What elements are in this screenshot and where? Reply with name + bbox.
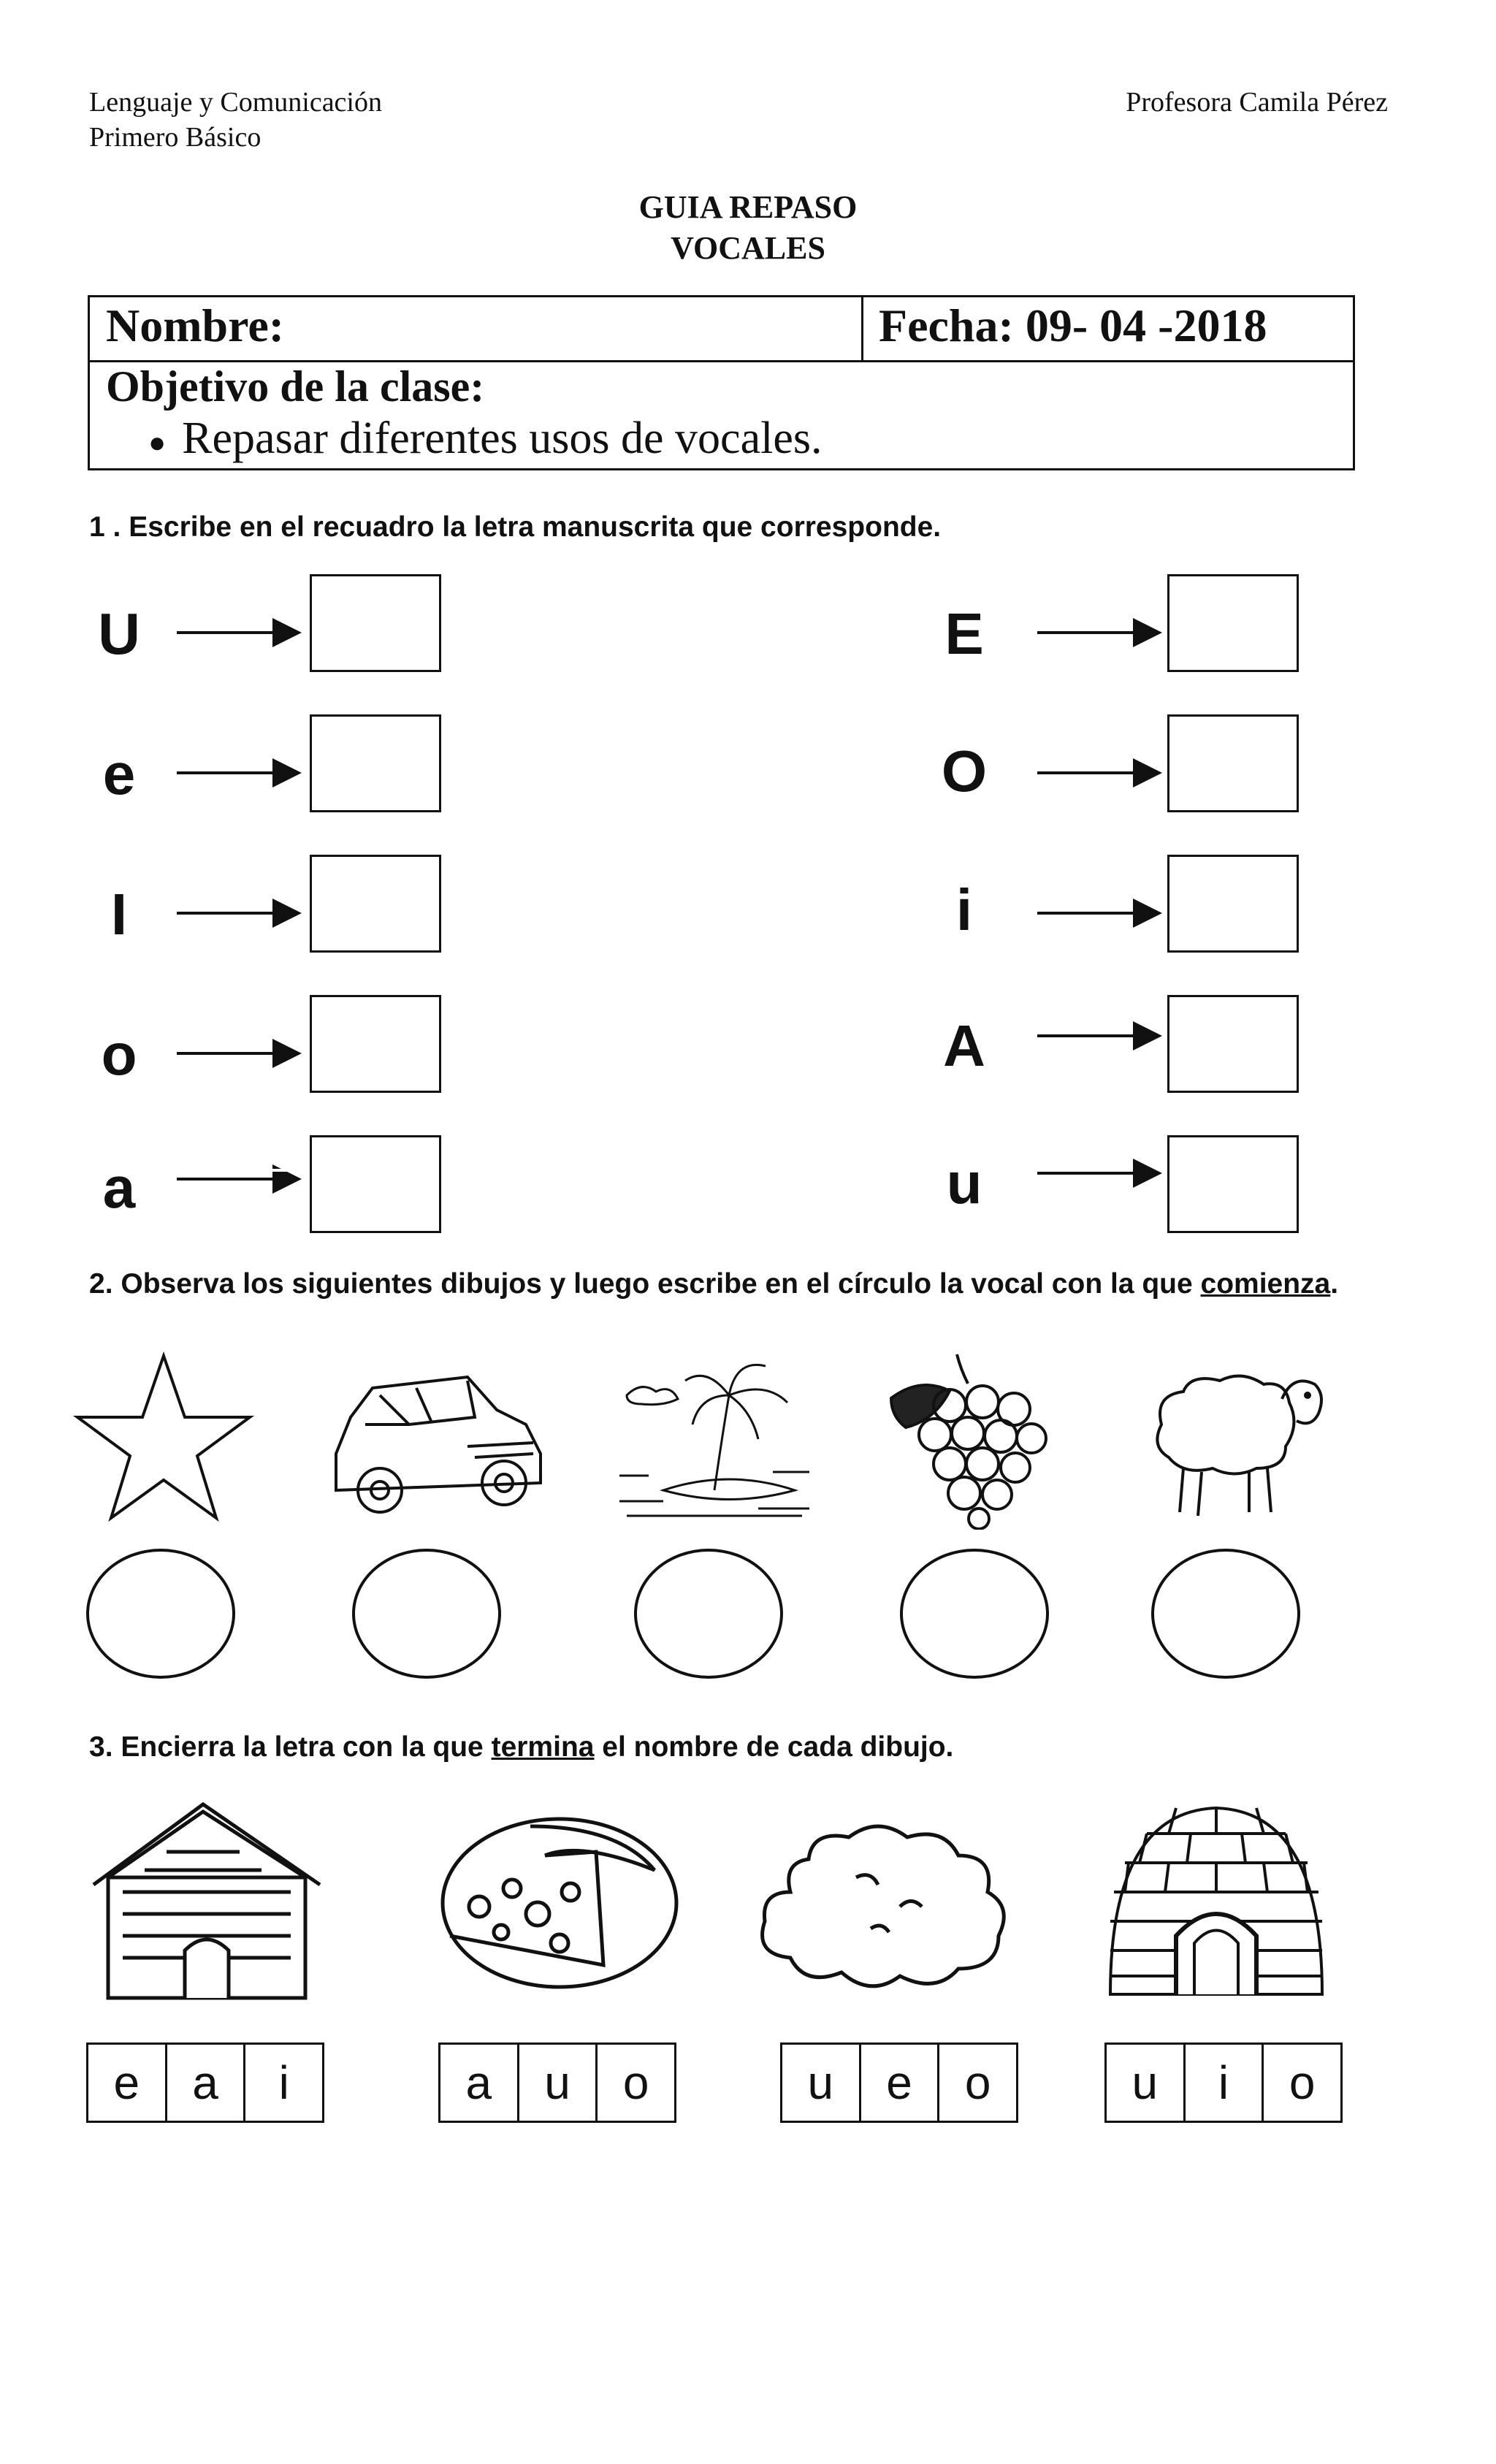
name-label: Nombre: (106, 300, 285, 351)
option-letter[interactable]: i (1186, 2045, 1264, 2121)
option-letter[interactable]: u (519, 2045, 598, 2121)
letter-right-5: u (946, 1151, 982, 1216)
answer-circle-2[interactable] (352, 1549, 501, 1679)
answer-circle-5[interactable] (1151, 1549, 1300, 1679)
letter-right-2: O (941, 739, 988, 804)
question-2-end: . (1330, 1268, 1339, 1300)
objective-item (148, 413, 822, 465)
letter-right-3: i (955, 877, 973, 942)
answer-box-left-4[interactable] (310, 995, 441, 1093)
option-letter[interactable]: e (88, 2045, 167, 2121)
options-house (86, 2042, 324, 2123)
info-row-name-date (90, 297, 1353, 362)
option-letter[interactable]: i (278, 2056, 289, 2109)
letter-left-3: I (110, 882, 128, 947)
bullet-icon: ● (148, 426, 167, 459)
letter-left-4: o (101, 1022, 137, 1087)
question-3-text: 3. Encierra la letra con la que (89, 1731, 492, 1763)
option-letter[interactable]: e (861, 2045, 940, 2121)
title-line1: GUIA REPASO (638, 189, 858, 225)
arrows-left (175, 614, 307, 1169)
letter-left-1: U (98, 601, 140, 666)
igloo-icon (1096, 1797, 1337, 2002)
answer-box-left-5[interactable] (310, 1135, 441, 1233)
info-table (88, 295, 1355, 470)
subject-label: Lenguaje y Comunicación (89, 87, 382, 118)
question-1: 1 . Escribe en el recuadro la letra manuscrita que corresponde. (89, 511, 942, 543)
answer-circle-1[interactable] (86, 1549, 235, 1679)
arrows-right (1036, 614, 1167, 1191)
option-letter[interactable]: u (782, 2045, 861, 2121)
answer-box-left-3[interactable] (310, 855, 441, 953)
house-icon (86, 1797, 327, 2002)
grapes-icon (877, 1347, 1059, 1530)
letter-right-4: A (943, 1013, 985, 1078)
options-igloo (1104, 2042, 1343, 2123)
answer-box-right-1[interactable] (1167, 574, 1299, 672)
question-2 (89, 1268, 1338, 1300)
answer-box-right-5[interactable] (1167, 1135, 1299, 1233)
answer-box-right-4[interactable] (1167, 995, 1299, 1093)
letter-left-2: e (102, 741, 136, 806)
options-cloud (780, 2042, 1018, 2123)
answer-circle-4[interactable] (900, 1549, 1049, 1679)
grade-label: Primero Básico (89, 122, 262, 153)
question-3 (89, 1731, 953, 1763)
objective-text: Repasar diferentes usos de vocales. (182, 413, 823, 463)
answer-box-right-3[interactable] (1167, 855, 1299, 953)
date-label: Fecha: 09- 04 -2018 (879, 300, 1267, 351)
teacher-label: Profesora Camila Pérez (1126, 87, 1388, 118)
question-2-text: 2. Observa los siguientes dibujos y luego escribe en el círculo la vocal con la que (89, 1268, 1201, 1300)
option-letter[interactable]: o (964, 2056, 991, 2109)
answer-box-left-2[interactable] (310, 714, 441, 812)
option-letter[interactable]: o (622, 2056, 649, 2109)
cheese-icon (435, 1812, 684, 1994)
option-letter[interactable]: u (1107, 2045, 1186, 2121)
sheep-icon (1140, 1359, 1329, 1527)
letter-right-1: E (944, 601, 984, 666)
options-cheese (438, 2042, 676, 2123)
island-icon (612, 1351, 817, 1519)
question-3-end: el nombre de cada dibujo. (594, 1731, 954, 1763)
cloud-icon (747, 1812, 1017, 2002)
option-letter[interactable]: a (167, 2045, 246, 2121)
question-2-keyword: comienza (1200, 1268, 1331, 1300)
title-line2: VOCALES (671, 230, 825, 266)
answer-box-left-1[interactable] (310, 574, 441, 672)
arrow-left-5 (175, 1172, 307, 1194)
option-letter[interactable]: o (1289, 2056, 1316, 2109)
answer-circle-3[interactable] (634, 1549, 783, 1679)
letter-left-5: a (102, 1155, 136, 1220)
objective-label: Objetivo de la clase: (106, 362, 485, 411)
car-icon (321, 1366, 548, 1527)
star-icon (70, 1351, 257, 1524)
info-divider (861, 297, 863, 360)
answer-box-right-2[interactable] (1167, 714, 1299, 812)
option-letter[interactable]: a (440, 2045, 519, 2121)
question-3-keyword: termina (491, 1731, 595, 1763)
